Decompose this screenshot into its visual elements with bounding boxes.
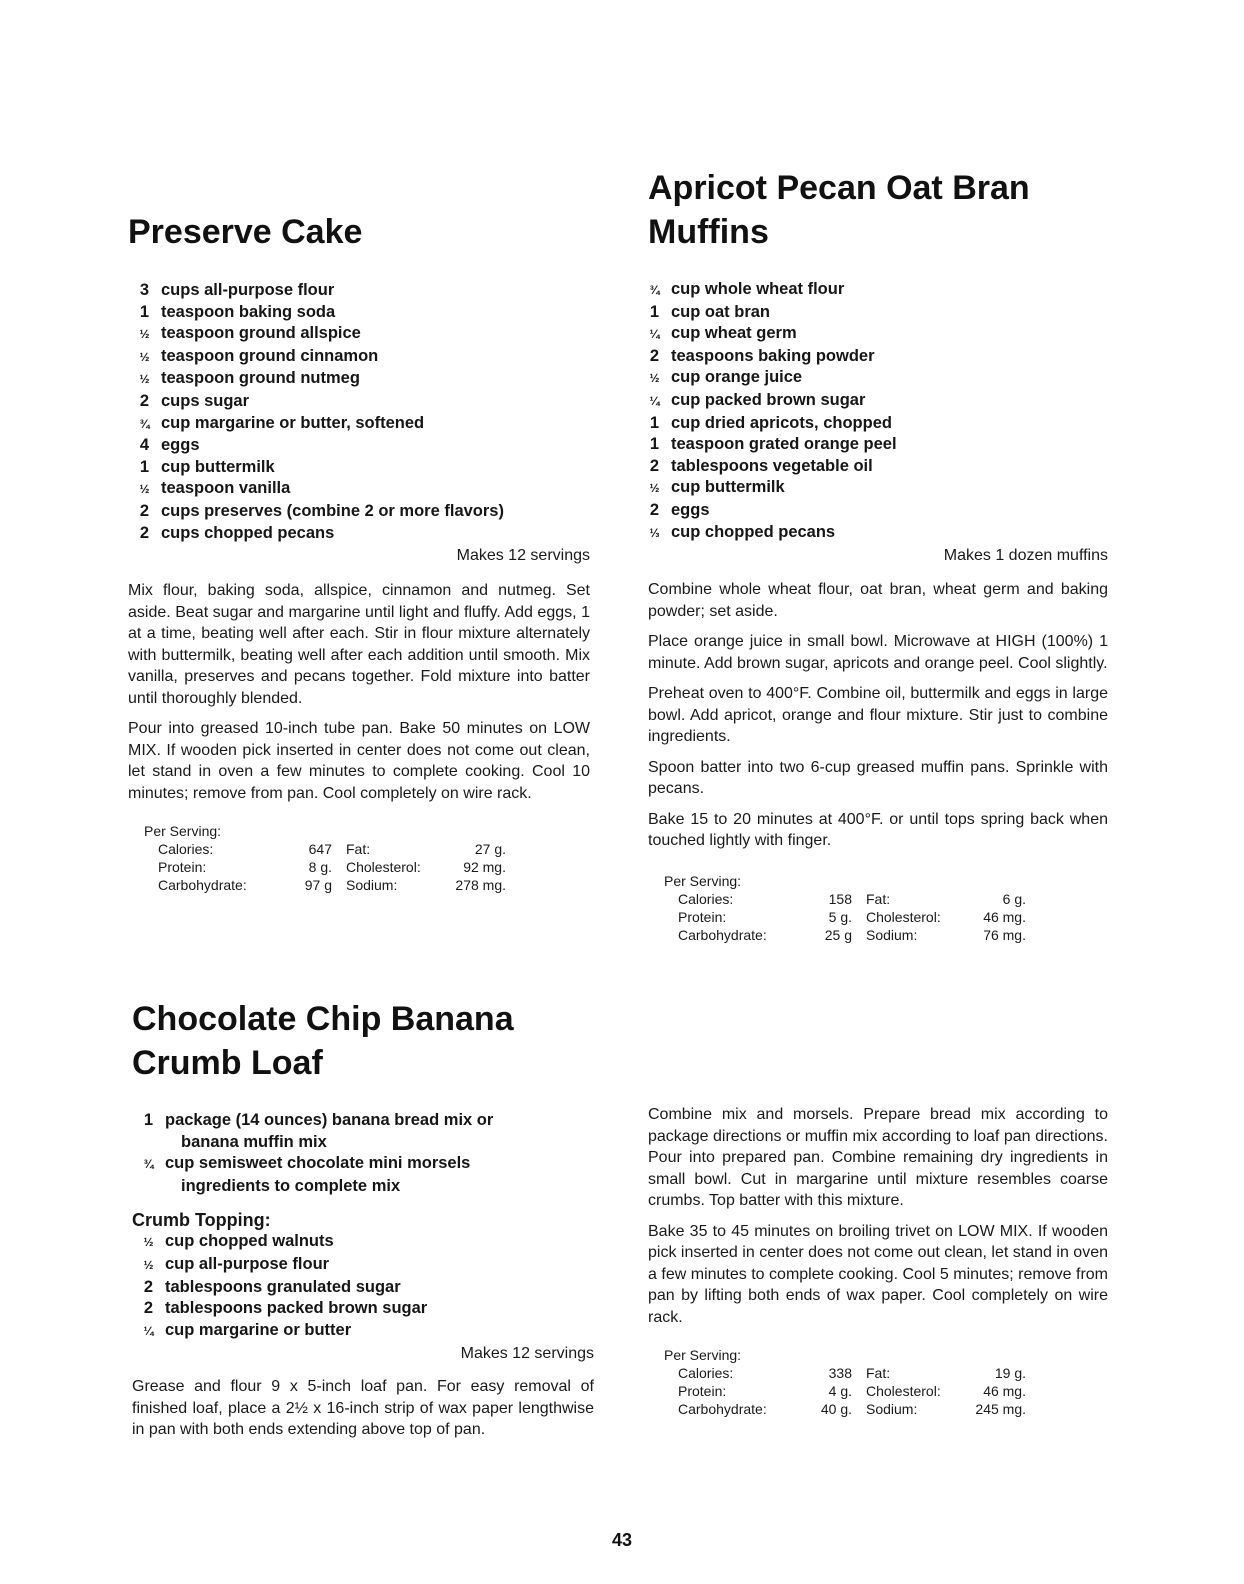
nutrition-table — [678, 1364, 1026, 1418]
direction-paragraph: Bake 35 to 45 minutes on broiling trivet on LOW MIX. If wooden pick inserted in center does not come out clean, let stand in oven a few minutes to complete cooking. Cool 5 minutes; remove from pan by lifting both ends of wax paper. Cool completely on wire rack. — [648, 1222, 1108, 1326]
nutrition-table — [678, 890, 1026, 944]
ingredient-text: teaspoon ground allspice — [161, 324, 361, 343]
nutrient-value: 647 — [308, 841, 332, 858]
ingredient-list — [128, 280, 590, 544]
ingredient-text: cup chopped walnuts — [165, 1232, 334, 1251]
recipe-title-line: Crumb Loaf — [132, 1044, 323, 1082]
nutrient-value: 27 g. — [474, 841, 506, 858]
ingredient-text: cup whole wheat flour — [671, 280, 845, 298]
ingredient-quantity: ½ — [649, 481, 660, 496]
ingredient-item — [128, 346, 590, 369]
ingredient-item — [128, 413, 590, 436]
ingredient-text: eggs — [671, 500, 710, 519]
ingredient-item — [638, 456, 1108, 478]
per-serving-label: Per Serving: — [664, 1347, 742, 1363]
nutrient-value: 338 — [828, 1365, 852, 1381]
nutrient-value: 46 mg. — [983, 1383, 1026, 1399]
direction-paragraph: Mix flour, baking soda, allspice, cinnamon and nutmeg. Set aside. Beat sugar and margarine until light and fluffy. Add eggs, 1 at a time, beating well after each. Stir in flour mixture alternately with buttermilk, beating well after each addition until smooth. Mix vanilla, preserves and pecans together. Fold mixture into batter until thoroughly blended. — [128, 582, 590, 707]
ingredient-quantity: 2 — [649, 346, 660, 365]
nutrient-value: 25 g — [824, 926, 852, 943]
ingredient-text: cup packed brown sugar — [671, 390, 866, 409]
ingredient-text: cup dried apricots, chopped — [671, 413, 892, 432]
ingredient-item — [638, 500, 1108, 522]
ingredient-text: cup all-purpose flour — [165, 1254, 330, 1273]
ingredient-item — [128, 280, 590, 302]
ingredient-quantity: 2 — [143, 1299, 154, 1318]
direction-paragraph: Preheat oven to 400°F. Combine oil, buttermilk and eggs in large bowl. Add apricot, orange and flour mixture. Stir just to combine ingredients. — [648, 685, 1108, 746]
ingredient-item — [638, 279, 1108, 302]
ingredient-quantity: 2 — [139, 501, 150, 520]
ingredient-quantity: 1 — [139, 457, 150, 476]
directions — [132, 1376, 594, 1441]
direction-paragraph: Combine mix and morsels. Prepare bread mix according to package directions or muffin mix according to loaf pan directions. Pour into prepared pan. Combine remaining dry ingredients in small bowl. Cut in margarine until mixture resembles coarse crumbs. Top batter with this mixture. — [648, 1106, 1108, 1209]
ingredient-text: cup semisweet chocolate mini morsels — [165, 1154, 471, 1173]
recipe-title: Preserve Cake — [128, 213, 363, 251]
recipe-title — [648, 166, 1108, 254]
ingredient-quantity: 2 — [139, 391, 150, 410]
ingredient-item — [128, 478, 590, 501]
nutrient-label: Sodium: — [866, 926, 918, 943]
recipe-yield: Makes 1 dozen muffins — [943, 547, 1108, 565]
nutrient-value: 278 mg. — [455, 877, 506, 894]
nutrient-label: Sodium: — [866, 1401, 918, 1417]
ingredient-quantity: ½ — [649, 371, 660, 386]
recipe-apricot-muffins — [648, 166, 1108, 944]
ingredient-text: teaspoon ground cinnamon — [161, 346, 379, 365]
ingredient-item — [128, 523, 590, 545]
ingredient-text: teaspoon grated orange peel — [671, 435, 897, 454]
ingredient-text: ingredients to complete mix — [181, 1176, 401, 1195]
ingredient-item — [128, 323, 590, 346]
ingredient-text: cup margarine or butter — [165, 1320, 352, 1339]
recipe-banana-loaf — [132, 997, 594, 1450]
ingredient-quantity: ½ — [143, 1235, 154, 1250]
nutrient-label: Carbohydrate: — [678, 1401, 767, 1417]
ingredient-item — [638, 302, 1108, 324]
ingredient-text: banana muffin mix — [181, 1132, 327, 1151]
ingredient-quantity: ¾ — [649, 283, 660, 297]
ingredient-text: cup chopped pecans — [671, 522, 836, 541]
ingredient-text: cup buttermilk — [161, 457, 275, 476]
nutrient-value: 8 g. — [308, 859, 332, 876]
ingredient-item — [132, 1298, 594, 1320]
nutrient-value: 6 g. — [1002, 890, 1026, 907]
ingredient-item — [132, 1110, 594, 1132]
ingredient-text: cup oat bran — [671, 302, 771, 321]
nutrient-value: 19 g. — [994, 1365, 1026, 1381]
ingredient-text: package (14 ounces) banana bread mix or — [165, 1111, 494, 1129]
ingredient-quantity: 3 — [139, 281, 150, 299]
ingredient-quantity: 2 — [143, 1277, 154, 1296]
ingredient-quantity: 1 — [143, 1111, 154, 1129]
ingredient-quantity: 1 — [139, 302, 150, 321]
ingredient-quantity: ¼ — [649, 327, 660, 342]
ingredient-text: tablespoons granulated sugar — [165, 1277, 401, 1296]
nutrient-label: Cholesterol: — [866, 1383, 941, 1399]
ingredient-item — [132, 1176, 594, 1198]
ingredient-quantity: 1 — [649, 302, 660, 321]
nutrition-info — [662, 1346, 1108, 1418]
recipe-banana-loaf-continued — [648, 1104, 1108, 1418]
direction-paragraph: Spoon batter into two 6-cup greased muffin pans. Sprinkle with pecans. — [648, 758, 1108, 798]
recipe-yield: Makes 12 servings — [456, 547, 590, 565]
recipe-yield: Makes 12 servings — [460, 1345, 594, 1363]
ingredient-quantity: ½ — [139, 372, 150, 387]
ingredient-item — [132, 1153, 594, 1176]
nutrient-label: Cholesterol: — [346, 859, 421, 876]
direction-paragraph: Place orange juice in small bowl. Microwave at HIGH (100%) 1 minute. Add brown sugar, apricots and orange peel. Cool slightly. — [648, 633, 1108, 672]
ingredient-item — [128, 391, 590, 413]
ingredient-text: cup margarine or butter, softened — [161, 413, 425, 432]
ingredient-quantity: ½ — [139, 349, 150, 364]
nutrient-label: Protein: — [158, 859, 207, 876]
nutrient-label: Carbohydrate: — [158, 877, 247, 894]
ingredient-item — [128, 501, 590, 523]
ingredient-text: cups chopped pecans — [161, 523, 335, 542]
ingredient-item — [638, 477, 1108, 500]
directions — [128, 580, 590, 804]
nutrient-value: 4 g. — [828, 1383, 852, 1399]
recipe-title — [132, 997, 594, 1085]
ingredient-item — [638, 346, 1108, 368]
nutrition-table — [158, 840, 506, 894]
direction-paragraph: Grease and flour 9 x 5-inch loaf pan. For easy removal of finished loaf, place a 2½ x 16-inch strip of wax paper lengthwise in pan with both ends extending above top of pan. — [132, 1378, 594, 1439]
nutrition-info — [142, 822, 590, 894]
nutrient-label: Fat: — [346, 841, 371, 858]
ingredient-quantity: ¾ — [139, 416, 150, 431]
nutrient-label: Cholesterol: — [866, 908, 941, 925]
nutrition-row — [678, 926, 1026, 944]
ingredient-item — [132, 1254, 594, 1277]
per-serving-label: Per Serving: — [664, 872, 742, 889]
nutrient-label: Calories: — [678, 1365, 734, 1381]
topping-ingredient-list — [132, 1231, 594, 1342]
nutrient-label: Calories: — [678, 890, 734, 907]
nutrition-row — [678, 1400, 1026, 1418]
ingredient-item — [638, 434, 1108, 456]
ingredient-quantity: ¾ — [143, 1157, 154, 1172]
ingredient-item — [128, 368, 590, 391]
ingredient-item — [638, 323, 1108, 346]
ingredient-quantity: 2 — [139, 523, 150, 542]
ingredient-text: cup wheat germ — [671, 324, 797, 343]
ingredient-list — [132, 1110, 594, 1197]
ingredient-item — [128, 435, 590, 457]
ingredient-quantity: 2 — [649, 456, 660, 475]
nutrient-value: 46 mg. — [983, 908, 1026, 925]
nutrient-label: Protein: — [678, 1383, 727, 1399]
ingredient-item — [132, 1320, 594, 1343]
recipe-title-line: Chocolate Chip Banana — [132, 1000, 514, 1038]
direction-paragraph: Pour into greased 10-inch tube pan. Bake 50 minutes on LOW MIX. If wooden pick inserted in center does not come out clean, let stand in oven a few minutes to complete cooking. Cool 10 minutes; remove from pan. Cool completely on wire rack. — [128, 720, 590, 802]
nutrient-value: 5 g. — [828, 908, 852, 925]
ingredient-item — [128, 457, 590, 479]
ingredient-text: eggs — [161, 436, 200, 455]
ingredient-text: cups sugar — [161, 391, 250, 410]
nutrient-label: Sodium: — [346, 877, 398, 894]
nutrient-label: Fat: — [866, 1365, 891, 1381]
nutrition-info — [662, 872, 1108, 944]
direction-paragraph: Bake 15 to 20 minutes at 400°F. or until tops spring back when touched lightly with finger. — [648, 810, 1108, 850]
nutrition-row — [158, 840, 506, 858]
crumb-topping-heading: Crumb Topping: — [132, 1210, 271, 1231]
ingredient-text: cups preserves (combine 2 or more flavors) — [161, 501, 504, 520]
nutrient-value: 245 mg. — [975, 1401, 1026, 1417]
ingredient-text: teaspoon ground nutmeg — [161, 369, 360, 388]
nutrient-value: 158 — [828, 890, 852, 907]
nutrient-value: 92 mg. — [463, 859, 506, 876]
directions — [648, 579, 1108, 852]
nutrient-label: Fat: — [866, 890, 891, 907]
ingredient-quantity: 4 — [139, 436, 150, 455]
ingredient-quantity: ¼ — [649, 393, 660, 408]
ingredient-item — [638, 390, 1108, 413]
directions — [648, 1104, 1108, 1328]
recipe-preserve-cake — [128, 210, 590, 894]
ingredient-item — [638, 367, 1108, 390]
ingredient-quantity: 1 — [649, 413, 660, 432]
nutrition-row — [678, 890, 1026, 908]
nutrient-value: 76 mg. — [983, 926, 1026, 943]
page-number: 43 — [611, 1530, 633, 1550]
ingredient-item — [638, 413, 1108, 435]
nutrient-value: 40 g. — [820, 1401, 852, 1417]
ingredient-text: tablespoons packed brown sugar — [165, 1299, 428, 1318]
ingredient-quantity: ¼ — [143, 1323, 154, 1338]
ingredient-quantity: 1 — [649, 435, 660, 454]
nutrient-label: Protein: — [678, 908, 727, 925]
ingredient-list — [638, 279, 1108, 544]
direction-paragraph: Combine whole wheat flour, oat bran, wheat germ and baking powder; set aside. — [648, 581, 1108, 620]
ingredient-quantity: ½ — [139, 482, 150, 497]
ingredient-text: teaspoons baking powder — [671, 346, 875, 365]
recipe-title-line: Muffins — [648, 213, 769, 251]
nutrient-label: Calories: — [158, 841, 214, 858]
recipe-title-line: Apricot Pecan Oat Bran — [648, 169, 1030, 207]
ingredient-item — [132, 1277, 594, 1299]
ingredient-text: tablespoons vegetable oil — [671, 456, 873, 475]
ingredient-quantity: ⅓ — [649, 525, 660, 540]
ingredient-item — [132, 1132, 594, 1154]
nutrition-row — [678, 1364, 1026, 1382]
ingredient-item — [638, 522, 1108, 545]
ingredient-item — [128, 302, 590, 324]
nutrient-label: Carbohydrate: — [678, 926, 767, 943]
ingredient-quantity: ½ — [139, 327, 150, 342]
nutrition-row — [158, 876, 506, 894]
ingredient-text: teaspoon vanilla — [161, 479, 291, 498]
ingredient-quantity: ½ — [143, 1257, 154, 1272]
nutrient-value: 97 g — [304, 877, 332, 894]
ingredient-text: cup buttermilk — [671, 478, 785, 497]
ingredient-quantity: 2 — [649, 500, 660, 519]
nutrition-row — [158, 858, 506, 876]
per-serving-label: Per Serving: — [144, 823, 222, 840]
ingredient-text: cup orange juice — [671, 368, 803, 387]
ingredient-item — [132, 1231, 594, 1254]
ingredient-text: cups all-purpose flour — [161, 281, 335, 299]
nutrition-row — [678, 908, 1026, 926]
nutrition-row — [678, 1382, 1026, 1400]
ingredient-text: teaspoon baking soda — [161, 302, 336, 321]
